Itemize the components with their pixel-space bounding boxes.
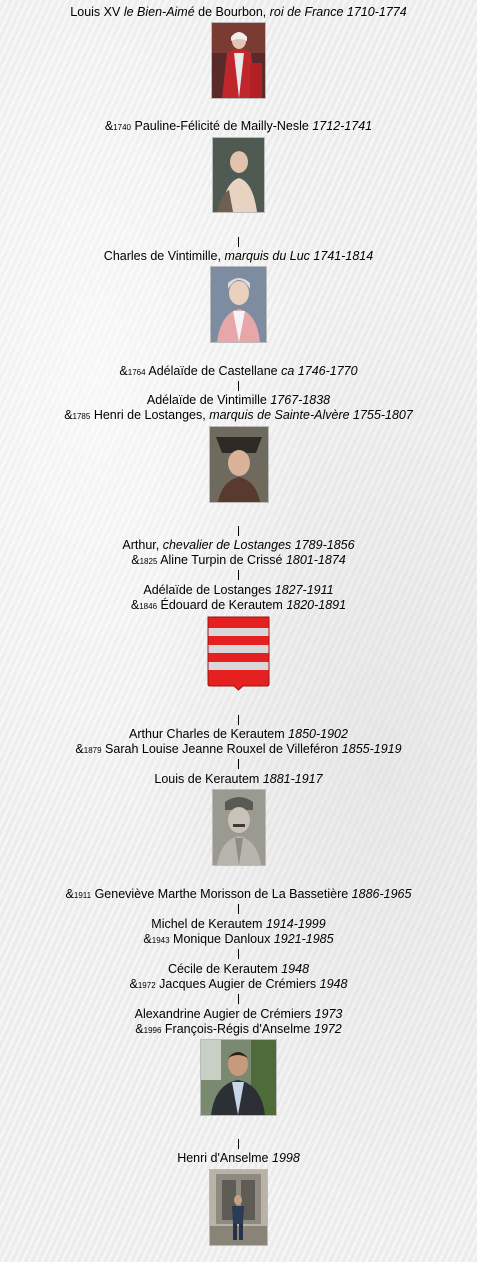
lineage-connector [238, 1139, 239, 1149]
portrait-pauline[interactable] [213, 138, 264, 212]
person-alexandrine: Alexandrine Augier de Crémiers 1973 [134, 1007, 343, 1021]
person-monique: &1943 Monique Danloux 1921-1985 [143, 932, 334, 946]
person-cecile: Cécile de Kerautem 1948 [167, 962, 310, 976]
portrait-francois[interactable] [201, 1040, 276, 1115]
person-sarah: &1879 Sarah Louise Jeanne Rouxel de Villeféron 1855-1919 [75, 742, 402, 756]
lineage-connector [238, 526, 239, 536]
lineage-connector [238, 904, 239, 914]
person-adelaide-lostanges: Adélaïde de Lostanges 1827-1911 [143, 583, 334, 597]
person-henri-lostanges: &1785 Henri de Lostanges, marquis de Sainte-Alvère 1755-1807 [64, 408, 413, 422]
lineage-connector [238, 237, 239, 247]
person-adelaide-vintimille: Adélaïde de Vintimille 1767-1838 [146, 393, 331, 407]
person-charles: Charles de Vintimille, marquis du Luc 1741-1814 [103, 249, 374, 263]
person-genevieve: &1911 Geneviève Marthe Morisson de La Bassetière 1886-1965 [65, 887, 412, 901]
lineage-connector [238, 949, 239, 959]
person-jacques: &1972 Jacques Augier de Crémiers 1948 [129, 977, 348, 991]
person-adelaide-castellane: &1764 Adélaïde de Castellane ca 1746-1770 [119, 364, 358, 378]
portrait-henri-lostanges[interactable] [210, 427, 268, 502]
lineage-connector [238, 759, 239, 769]
person-edouard: &1846 Édouard de Kerautem 1820-1891 [130, 598, 347, 612]
portrait-henri-anselme[interactable] [210, 1170, 267, 1245]
person-arthur-charles: Arthur Charles de Kerautem 1850-1902 [129, 727, 348, 741]
lineage-connector [238, 570, 239, 580]
portrait-louis-kerautem[interactable] [213, 790, 265, 865]
person-aline: &1825 Aline Turpin de Crissé 1801-1874 [131, 553, 346, 567]
lineage-connector [238, 715, 239, 725]
lineage-connector [238, 994, 239, 1004]
person-henri-anselme: Henri d'Anselme 1998 [177, 1151, 300, 1165]
person-francois: &1996 François-Régis d'Anselme 1972 [135, 1022, 342, 1036]
person-michel: Michel de Kerautem 1914-1999 [151, 917, 326, 931]
person-louis-kerautem: Louis de Kerautem 1881-1917 [154, 772, 323, 786]
coat-of-arms-kerautem[interactable] [207, 616, 270, 691]
portrait-charles[interactable] [211, 267, 266, 342]
person-louis-xv: Louis XV le Bien-Aimé de Bourbon, roi de France 1710-1774 [70, 5, 407, 19]
lineage-connector [238, 381, 239, 391]
person-arthur: Arthur, chevalier de Lostanges 1789-1856 [122, 538, 355, 552]
portrait-louis-xv[interactable] [212, 23, 265, 98]
person-pauline: &1740 Pauline-Félicité de Mailly-Nesle 1712-1741 [104, 119, 373, 133]
